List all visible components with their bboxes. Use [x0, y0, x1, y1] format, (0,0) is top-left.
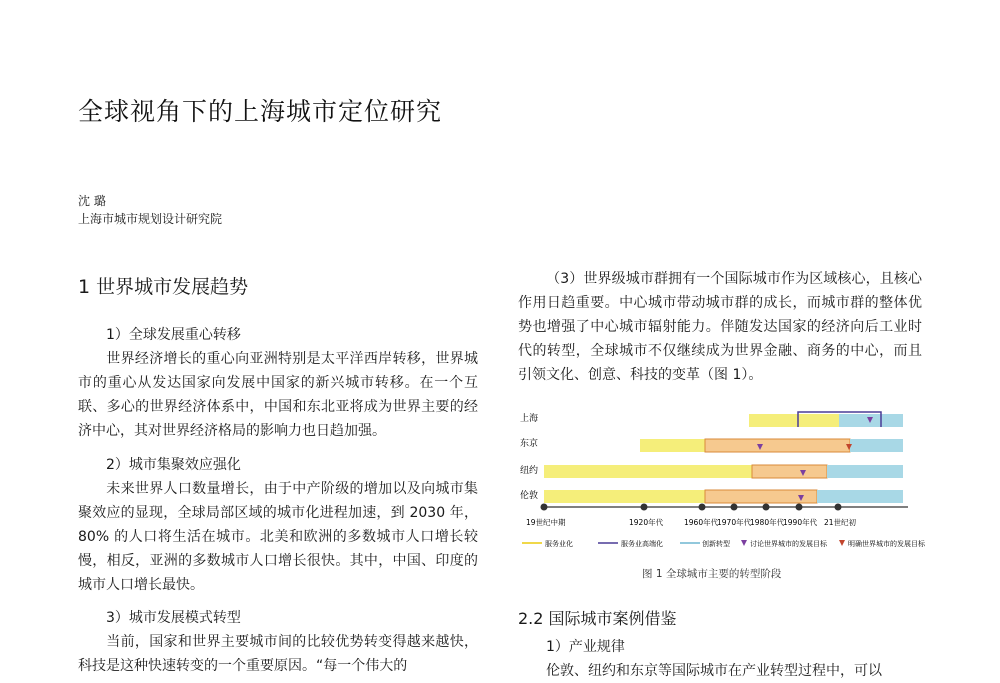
timeline-label-4: 1980年代 [750, 518, 785, 527]
tokyo-service-bar [640, 439, 705, 452]
timeline-label-3: 1970年代 [717, 518, 752, 527]
shanghai-service-bar [749, 414, 839, 427]
timeline-label-5: 1990年代 [783, 518, 818, 527]
timeline-dot-4 [763, 504, 770, 511]
transition-stage-figure [516, 404, 926, 554]
paragraph-3: 当前，国家和世界主要城市间的比较优势转变得越来越快，科技是这种快速转变的一个重要原因。“每一个伟大的 [78, 634, 478, 674]
timeline-dot-6 [835, 504, 842, 511]
paragraph-right-2: 伦敦、纽约和东京等国际城市在产业转型过程中，可以 [546, 663, 882, 679]
timeline-dot-0 [541, 504, 548, 511]
city-label-newyork: 纽约 [520, 466, 539, 476]
author-name: 沈 璐 [78, 194, 106, 208]
section-heading-1: 1 世界城市发展趋势 [78, 276, 249, 298]
newyork-service-high-bar [752, 465, 827, 478]
legend-label-service-high: 服务业高端化 [621, 540, 663, 548]
legend-label-goal: 明确世界城市的发展目标 [848, 540, 925, 548]
tokyo-innovation-bar [850, 439, 903, 452]
legend-label-discuss: 讨论世界城市的发展目标 [750, 540, 827, 548]
london-innovation-bar [817, 490, 903, 503]
timeline-label-1: 1920年代 [629, 518, 664, 527]
timeline-dot-2 [699, 504, 706, 511]
tokyo-service-high-bar [705, 439, 850, 452]
page-title: 全球视角下的上海城市定位研究 [78, 97, 443, 126]
figure-caption: 图 1 全球城市主要的转型阶段 [642, 568, 782, 580]
city-label-london: 伦敦 [520, 491, 539, 501]
timeline-dot-5 [796, 504, 803, 511]
paragraph-1: 世界经济增长的重心向亚洲特别是太平洋西岸转移，世界城市的重心从发达国家向发展中国家的新兴城市转移。在一个互联、多心的世界经济体系中，中国和东北亚将成为世界主要的经济中心，其对世界经济格局的影响力也日趋加强。 [78, 351, 478, 439]
newyork-innovation-bar [827, 465, 903, 478]
legend-label-innovation: 创新转型 [702, 540, 730, 548]
subheading-right-1: 1）产业规律 [546, 639, 625, 655]
city-label-shanghai: 上海 [520, 414, 539, 424]
paragraph-right-1: （3）世界级城市群拥有一个国际城市作为区域核心，且核心作用日趋重要。中心城市带动城市群的成长，而城市群的整体优势也增强了中心城市辐射能力。伴随发达国家的经济向后工业时代的转型，全球城市不仅继续成为世界金融、商务的中心，而且引领文化、创意、科技的变革（图 1）。 [518, 271, 922, 383]
legend-swatch-goal [839, 540, 845, 546]
subheading-1: 1）全球发展重心转移 [106, 327, 241, 343]
timeline-dot-3 [731, 504, 738, 511]
subheading-3: 3）城市发展模式转型 [106, 610, 241, 626]
paragraph-2: 未来世界人口数量增长，由于中产阶级的增加以及向城市集聚效应的显现，全球局部区域的城市化进程加速，到 2030 年，80% 的人口将生活在城市。北美和欧洲的多数城市人口增长较慢，相反，亚洲的多数城市人口增长很快。其中，中国、印度的城市人口增长最快。 [78, 481, 478, 593]
legend-label-service: 服务业化 [545, 540, 573, 548]
timeline-label-0: 19世纪中期 [526, 518, 566, 527]
newyork-service-bar [544, 465, 752, 478]
city-label-tokyo: 东京 [520, 439, 539, 449]
timeline-label-2: 1960年代 [684, 518, 719, 527]
london-service-bar [544, 490, 705, 503]
timeline-label-6: 21世纪初 [824, 518, 857, 527]
section-heading-2-2: 2.2 国际城市案例借鉴 [518, 609, 677, 628]
subheading-2: 2）城市集聚效应强化 [106, 457, 241, 473]
legend-swatch-discuss [741, 540, 747, 546]
author-affiliation: 上海市城市规划设计研究院 [78, 212, 223, 226]
timeline-dot-1 [641, 504, 648, 511]
